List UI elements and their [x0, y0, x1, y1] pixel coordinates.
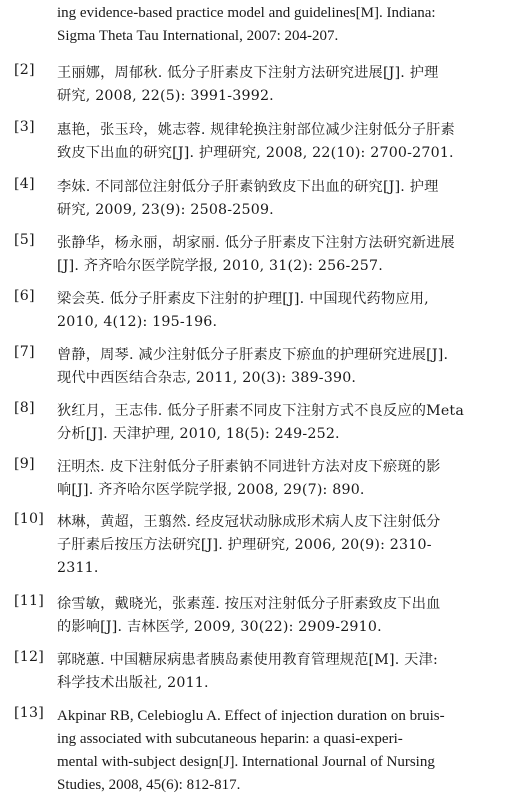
- reference-number: [13]: [14, 705, 44, 721]
- reference-number: [6]: [14, 288, 35, 304]
- reference-line: 2010, 4(12): 195-196.: [57, 314, 218, 330]
- reference-text: [57, 593, 507, 639]
- reference-line: 梁会英. 低分子肝素皮下注射的护理[J]. 中国现代药物应用,: [57, 291, 429, 307]
- reference-text: [57, 2, 507, 48]
- reference-line: [J]. 齐齐哈尔医学院学报, 2010, 31(2): 256-257.: [57, 258, 383, 274]
- reference-line: 子肝素后按压方法研究[J]. 护理研究, 2006, 20(9): 2310-: [57, 537, 432, 553]
- reference-line: 曾静，周琴. 减少注射低分子肝素皮下瘀血的护理研究进展[J].: [57, 347, 449, 363]
- reference-line: 致皮下出血的研究[J]. 护理研究, 2008, 22(10): 2700-2701.: [57, 145, 454, 161]
- reference-line: 科学技术出版社, 2011.: [57, 675, 209, 691]
- reference-number: [11]: [14, 593, 44, 609]
- reference-line: 汪明杰. 皮下注射低分子肝素钠不同进针方法对皮下瘀斑的影: [57, 459, 441, 475]
- reference-line: 的影响[J]. 吉林医学, 2009, 30(22): 2909-2910.: [57, 619, 382, 635]
- reference-text: [57, 288, 507, 334]
- reference-number: [8]: [14, 400, 35, 416]
- reference-line: 响[J]. 齐齐哈尔医学院学报, 2008, 29(7): 890.: [57, 482, 365, 498]
- reference-line: 徐雪敏，戴晓光，张素莲. 按压对注射低分子肝素致皮下出血: [57, 596, 441, 612]
- reference-number: [10]: [14, 511, 44, 527]
- reference-line: 现代中西医结合杂志, 2011, 20(3): 389-390.: [57, 370, 357, 386]
- reference-line: Studies, 2008, 45(6): 812-817.: [57, 777, 241, 793]
- reference-line: mental with-subject design[J]. International Journal of Nursing: [57, 754, 435, 770]
- reference-text: [57, 649, 507, 695]
- reference-number: [2]: [14, 62, 35, 78]
- reference-line: 研究, 2009, 23(9): 2508-2509.: [57, 202, 274, 218]
- reference-line: 分析[J]. 天津护理, 2010, 18(5): 249-252.: [57, 426, 340, 442]
- reference-line: 王丽娜，周郁秋. 低分子肝素皮下注射方法研究进展[J]. 护理: [57, 65, 439, 81]
- reference-text: [57, 705, 507, 797]
- reference-number: [4]: [14, 176, 35, 192]
- reference-line: 2311.: [57, 560, 99, 576]
- reference-line: 林琳，黄超，王翦然. 经皮冠状动脉成形术病人皮下注射低分: [57, 514, 441, 530]
- reference-line: 李妹. 不同部位注射低分子肝素钠致皮下出血的研究[J]. 护理: [57, 179, 439, 195]
- reference-line: 狄红月，王志伟. 低分子肝素不同皮下注射方式不良反应的Meta: [57, 403, 464, 419]
- reference-line: Akpinar RB, Celebioglu A. Effect of injection duration on bruis-: [57, 708, 445, 724]
- reference-text: [57, 62, 507, 108]
- reference-line: 郭晓蕙. 中国糖尿病患者胰岛素使用教育管理规范[M]. 天津:: [57, 652, 438, 668]
- reference-number: [12]: [14, 649, 44, 665]
- reference-text: [57, 232, 507, 278]
- reference-text: [57, 456, 507, 502]
- reference-number: [9]: [14, 456, 35, 472]
- reference-line: Sigma Theta Tau International, 2007: 204-207.: [57, 28, 339, 44]
- reference-line: 张静华，杨永丽，胡家丽. 低分子肝素皮下注射方法研究新进展: [57, 235, 455, 251]
- reference-text: [57, 176, 507, 222]
- reference-line: 研究, 2008, 22(5): 3991-3992.: [57, 88, 274, 104]
- reference-number: [3]: [14, 119, 35, 135]
- reference-line: 惠艳，张玉玲，姚志蓉. 规律轮换注射部位减少注射低分子肝素: [57, 122, 455, 138]
- reference-number: [5]: [14, 232, 35, 248]
- reference-line: ing evidence-based practice model and guidelines[M]. Indiana:: [57, 5, 436, 21]
- reference-line: ing associated with subcutaneous heparin: a quasi-experi-: [57, 731, 403, 747]
- reference-text: [57, 119, 507, 165]
- reference-text: [57, 400, 507, 446]
- reference-text: [57, 511, 507, 580]
- reference-number: [7]: [14, 344, 35, 360]
- reference-text: [57, 344, 507, 390]
